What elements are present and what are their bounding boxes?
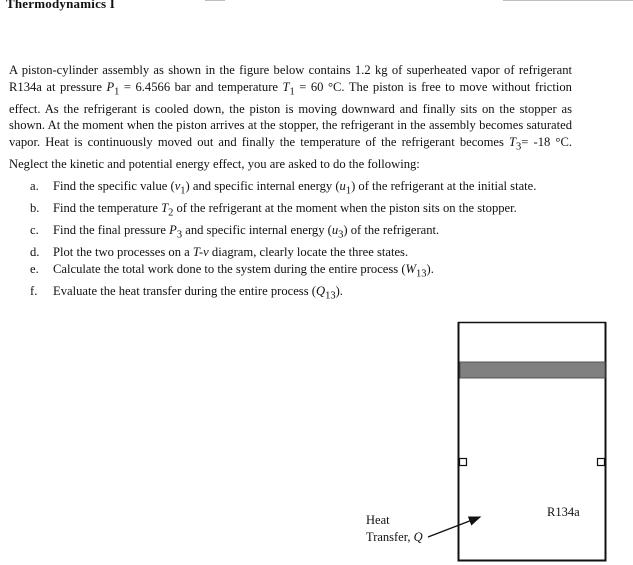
task-subscript: 1: [180, 185, 186, 197]
task-subscript: 2: [168, 207, 174, 219]
stopper-left: [460, 459, 467, 466]
piston: [460, 362, 605, 378]
task-text: Find the temperature: [53, 201, 162, 216]
task-label: c.: [30, 223, 39, 238]
t1-subscript: 1: [289, 86, 295, 98]
task-label: d.: [30, 245, 40, 260]
task-symbol: Q: [315, 284, 326, 299]
task-text: and specific internal energy (: [182, 223, 332, 238]
t3-symbol: T: [509, 134, 517, 149]
task-symbol: T: [161, 201, 169, 216]
stopper-right: [598, 459, 605, 466]
task-text: Find the specific value (: [53, 179, 175, 193]
task-subscript: 3: [338, 229, 344, 241]
task-subscript: 1: [345, 185, 352, 197]
task-text: Plot the two processes on a: [53, 245, 193, 260]
p1-symbol: P: [106, 79, 115, 94]
task-text: diagram, clearly locate the three states.: [208, 245, 409, 260]
task-symbol: u: [331, 223, 339, 238]
t3-subscript: 3: [516, 141, 522, 153]
task-symbol: P: [169, 223, 177, 238]
task-symbol: u: [339, 179, 346, 193]
task-label: b.: [30, 201, 40, 216]
task-symbol: W: [405, 261, 417, 276]
task-text: Find the final pressure: [53, 223, 170, 238]
t1-symbol: T: [282, 79, 290, 94]
heat-symbol: Q: [413, 530, 423, 544]
p1-subscript: 1: [114, 86, 120, 98]
task-label: e.: [30, 261, 39, 276]
task-label: a.: [30, 179, 39, 193]
task-text: ) and specific internal energy (: [185, 179, 340, 193]
task-text: Calculate the total work done to the system during the entire process (: [53, 261, 406, 276]
task-subscript: 3: [176, 229, 183, 241]
task-subscript: 13: [416, 268, 427, 280]
task-symbol: T-v: [192, 245, 209, 260]
intro-text-1: A piston-cylinder assembly as shown in the figure below contains 1.2 kg of superheated vapor of refrigerant R134a at pressure: [9, 63, 572, 94]
heat-transfer-arrow: [428, 517, 480, 537]
task-text: ).: [335, 284, 343, 299]
task-text: Evaluate the heat transfer during the entire process (: [53, 284, 316, 299]
t3-value: = -18 °C. Neglect the kinetic and potential energy effect, you are asked to do the following:: [9, 134, 572, 171]
task-text: ).: [426, 261, 434, 276]
heat-label-line2: [366, 530, 423, 544]
task-text: ) of the refrigerant.: [343, 223, 440, 238]
t1-value: = 60 °C. The piston is free to move without friction effect. As the refrigerant is cooled down, the piston is moving downward and finally sits on the stopper as shown. At the moment when the piston arrives at the stopper, the refrigerant in the assembly becomes saturated vapor. Heat is continuously moved out and finally the temperature of the refrigerant becomes: [9, 79, 572, 149]
fluid-label: R134a: [547, 505, 580, 519]
p1-value: = 6.4566 bar and temperature: [119, 79, 283, 94]
task-text: of the refrigerant at the moment when the piston sits on the stopper.: [173, 201, 517, 216]
task-label: f.: [30, 284, 38, 299]
page-title: Thermodynamics I: [6, 0, 116, 11]
task-subscript: 13: [325, 290, 336, 302]
heat-label-text: Transfer,: [366, 530, 414, 544]
task-text: ) of the refrigerant at the initial state.: [351, 179, 537, 193]
task-symbol: v: [174, 179, 181, 193]
heat-label-line1: Heat: [366, 513, 390, 527]
